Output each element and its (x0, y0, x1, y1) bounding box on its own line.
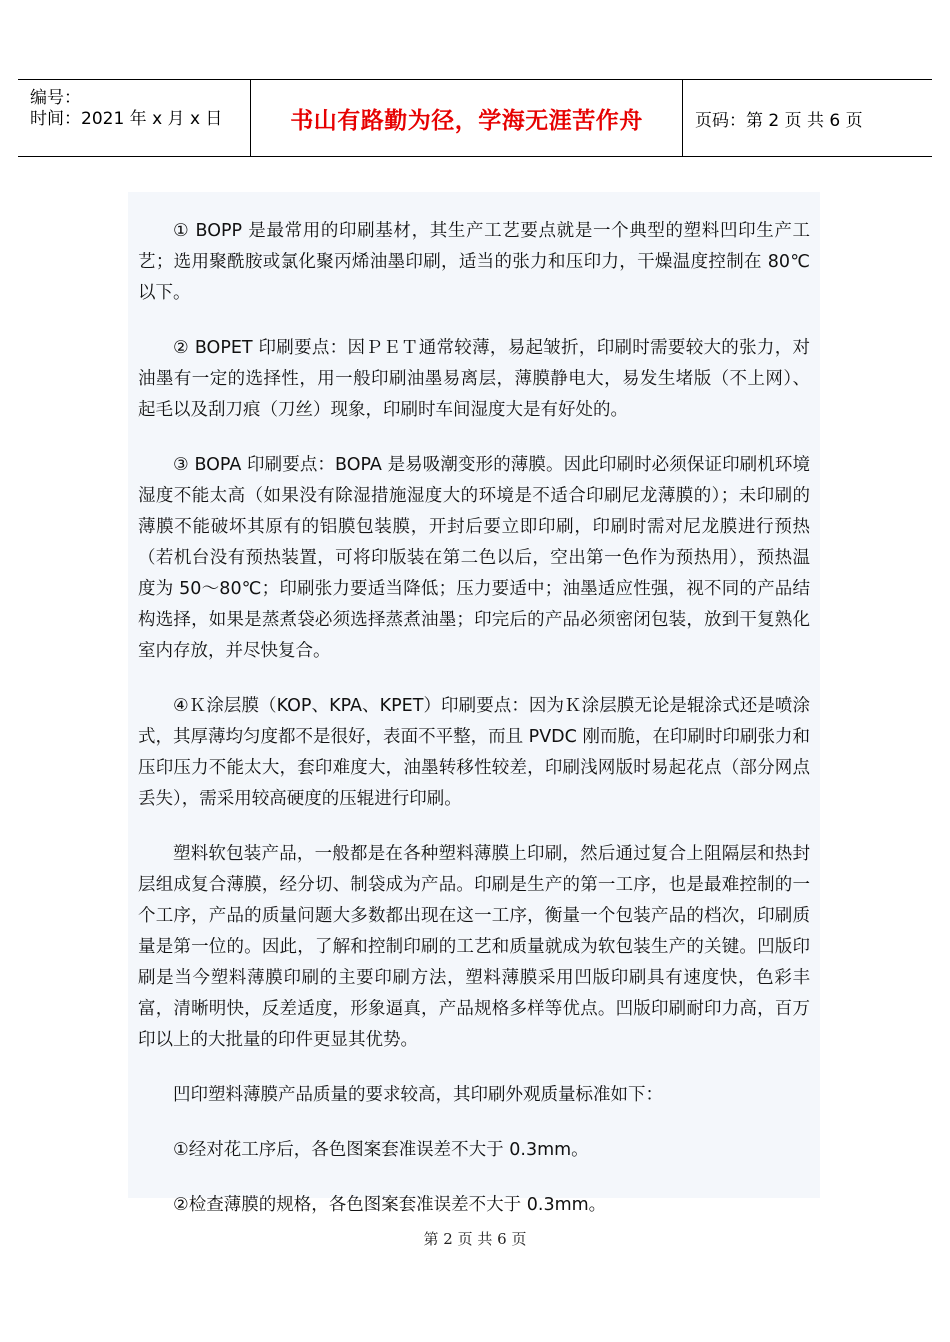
header-motto-cell (251, 80, 683, 156)
paragraph-k-coating: ④Ｋ涂层膜（KOP、KPA、KPET）印刷要点：因为Ｋ涂层膜无论是辊涂式还是喷涂式，其厚薄均匀度都不是很好，表面不平整，而且 PVDC 刚而脆，在印刷时印刷张力和压印压力不能太大，套印难度大，油墨转移性较差，印刷浅网版时易起花点（部分网点丢失），需采用较高硬度的压辊进行印刷。 (138, 696, 810, 809)
paragraph-bopa: ③ BOPA 印刷要点：BOPA 是易吸潮变形的薄膜。因此印刷时必须保证印刷机环境湿度不能太高（如果没有除湿措施湿度大的环境是不适合印刷尼龙薄膜的）；未印刷的薄膜不能破坏其原有的铝膜包装膜，开封后要立即印刷，印刷时需对尼龙膜进行预热（若机台没有预热装置，可将印版装在第二色以后，空出第一色作为预热用），预热温度为 50～80℃；印刷张力要适当降低；压力要适中；油墨适应性强，视不同的产品结构选择，如果是蒸煮袋必须选择蒸煮油墨；印完后的产品必须密闭包装，放到干复熟化室内存放，并尽快复合。 (138, 455, 810, 661)
page-header (18, 79, 932, 157)
paragraph-soft-packaging: 塑料软包装产品，一般都是在各种塑料薄膜上印刷，然后通过复合上阻隔层和热封层组成复合薄膜，经分切、制袋成为产品。印刷是生产的第一工序，也是最难控制的一个工序，产品的质量问题大多数都出现在这一工序，衡量一个包装产品的档次，印刷质量是第一位的。因此，了解和控制印刷的工艺和质量就成为软包装生产的关键。凹版印刷是当今塑料薄膜印刷的主要印刷方法，塑料薄膜采用凹版印刷具有速度快，色彩丰富，清晰明快，反差适度，形象逼真，产品规格多样等优点。凹版印刷耐印力高，百万印以上的大批量的印件更显其优势。 (138, 844, 810, 1050)
document-body (128, 192, 820, 1215)
time-label: 时间：2021 年 x 月 x 日 (30, 109, 223, 129)
serial-number-label: 编号： (30, 88, 81, 108)
paragraph-standard-2: ②检查薄膜的规格，各色图案套准误差不大于 0.3mm。 (173, 1195, 607, 1215)
motto-text: 书山有路勤为径，学海无涯苦作舟 (290, 107, 643, 134)
paragraph-standard-1: ①经对花工序后，各色图案套准误差不大于 0.3mm。 (173, 1140, 589, 1160)
header-meta-cell (18, 80, 251, 156)
header-page-cell (683, 80, 932, 156)
paragraph-bopet: ② BOPET 印刷要点：因ＰＥＴ通常较薄，易起皱折，印刷时需要较大的张力，对油墨有一定的选择性，用一般印刷油墨易离层，薄膜静电大，易发生堵版（不上网）、起毛以及刮刀痕（刀丝）现象，印刷时车间湿度大是有好处的。 (138, 338, 810, 420)
page-number-label: 页码：第 2 页 共 6 页 (695, 110, 863, 131)
paragraph-bopp: ① BOPP 是最常用的印刷基材，其生产工艺要点就是一个典型的塑料凹印生产工艺；选用聚酰胺或氯化聚丙烯油墨印刷，适当的张力和压印力，干燥温度控制在 80℃以下。 (138, 221, 810, 303)
page-footer: 第 2 页 共 6 页 (423, 1230, 527, 1248)
paragraph-quality-intro: 凹印塑料薄膜产品质量的要求较高，其印刷外观质量标准如下： (173, 1085, 663, 1105)
